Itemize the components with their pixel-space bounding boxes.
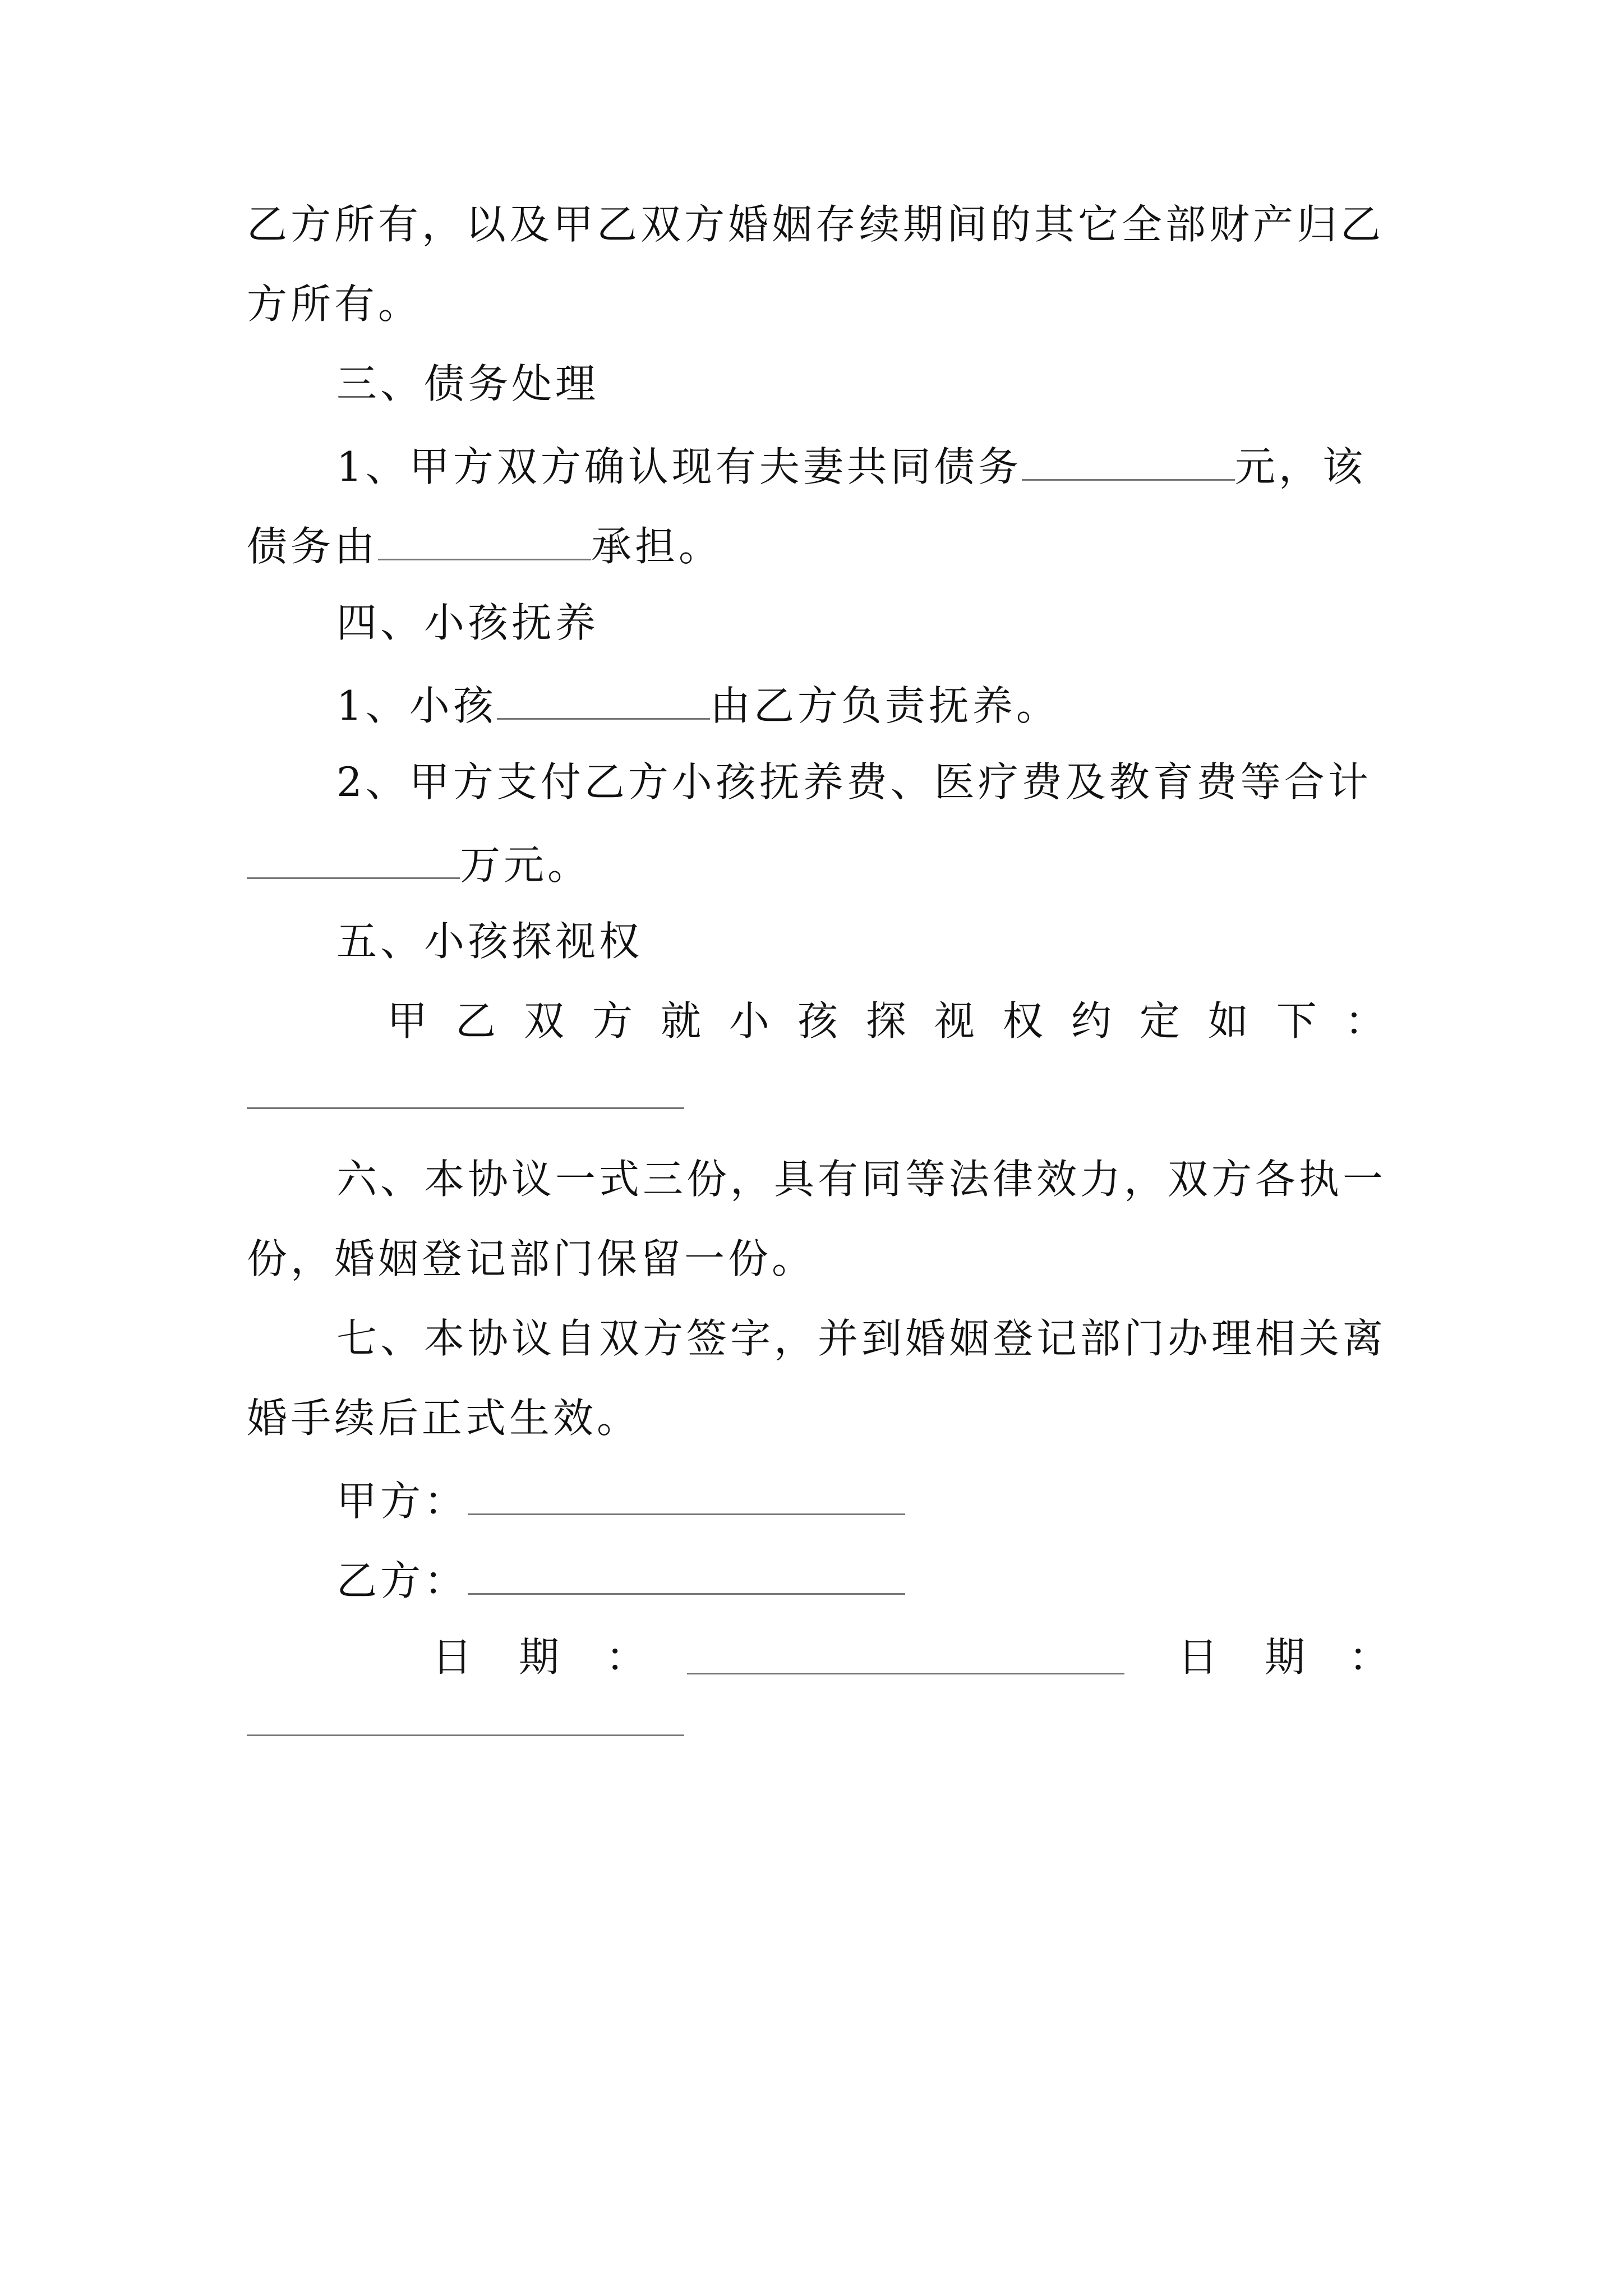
paragraph-text: 万元。 <box>460 841 592 889</box>
blank-line <box>247 1107 684 1109</box>
text-line <box>247 1231 1385 1287</box>
party-b-label: 乙方： <box>336 1557 468 1604</box>
char: 小 <box>728 997 769 1045</box>
text-line <box>247 276 1385 332</box>
char: 约 <box>1071 997 1112 1045</box>
char: 甲 <box>387 997 428 1045</box>
heading-text: 五、小孩探视权 <box>336 918 643 965</box>
paragraph-text: 六、本协议一式三份，具有同等法律效力，双方各执一 <box>336 1156 1387 1203</box>
char: 权 <box>1002 997 1043 1045</box>
paragraph-text: 2、甲方支付乙方小孩抚养费、医疗费及教育费等合计 <box>336 758 1372 806</box>
section-heading-visitation <box>336 913 1385 969</box>
text-line <box>247 515 1385 574</box>
char: 视 <box>934 997 975 1045</box>
paragraph-text: 承担。 <box>591 523 723 570</box>
paragraph-text: 份，婚姻登记部门保留一份。 <box>247 1235 816 1282</box>
text-line <box>336 754 1385 810</box>
char: 双 <box>523 997 564 1045</box>
date-char: ： <box>606 1634 650 1681</box>
text-line <box>247 196 1385 252</box>
text-line <box>247 834 1385 893</box>
char: 就 <box>660 997 701 1045</box>
char: 孩 <box>797 997 838 1045</box>
date-blank <box>247 1734 684 1736</box>
char: 如 <box>1207 997 1248 1045</box>
char: 方 <box>592 997 633 1045</box>
date-blank <box>687 1629 1124 1674</box>
blank-line <box>497 674 710 720</box>
blank-line <box>247 834 460 879</box>
date-char: ： <box>1349 1634 1393 1681</box>
heading-text: 三、债务处理 <box>336 360 600 407</box>
heading-text: 四、小孩抚养 <box>336 599 600 646</box>
date-char: 日 <box>1178 1634 1222 1681</box>
section-heading-child-custody <box>336 595 1385 651</box>
text-line <box>336 435 1385 495</box>
char: 下 <box>1276 997 1317 1045</box>
blank-line <box>378 515 591 560</box>
text-line <box>336 1151 1385 1207</box>
paragraph-text: 七、本协议自双方签字，并到婚姻登记部门办理相关离 <box>336 1315 1387 1362</box>
paragraph-text: 方所有。 <box>247 280 422 328</box>
char: 定 <box>1139 997 1180 1045</box>
paragraph-text: 元，该 <box>1234 443 1366 490</box>
char: ： <box>1344 997 1385 1045</box>
paragraph-text: 1、小孩 <box>336 682 497 729</box>
party-a-label: 甲方： <box>336 1478 468 1525</box>
section-heading-debt <box>336 356 1385 412</box>
text-line <box>336 1310 1385 1366</box>
paragraph-text: 婚手续后正式生效。 <box>247 1395 641 1442</box>
signature-blank <box>468 1470 905 1515</box>
paragraph-text: 1、甲方双方确认现有夫妻共同债务 <box>336 443 1022 490</box>
paragraph-text: 乙方所有，以及甲乙双方婚姻存续期间的其它全部财产归乙 <box>247 201 1385 248</box>
signature-blank <box>468 1549 905 1595</box>
paragraph-text: 债务由 <box>247 523 379 570</box>
char: 探 <box>865 997 906 1045</box>
paragraph-text: 由乙方负责抚养。 <box>709 682 1060 729</box>
date-char: 日 <box>432 1634 476 1681</box>
date-char: 期 <box>1265 1634 1309 1681</box>
date-char: 期 <box>519 1634 563 1681</box>
party-a-signature-line <box>336 1470 1385 1529</box>
text-line <box>247 1390 1385 1446</box>
visitation-text-line <box>387 993 1385 1049</box>
text-line <box>336 674 1385 734</box>
blank-line <box>1022 435 1235 481</box>
party-b-signature-line <box>336 1549 1385 1609</box>
char: 乙 <box>455 997 496 1045</box>
